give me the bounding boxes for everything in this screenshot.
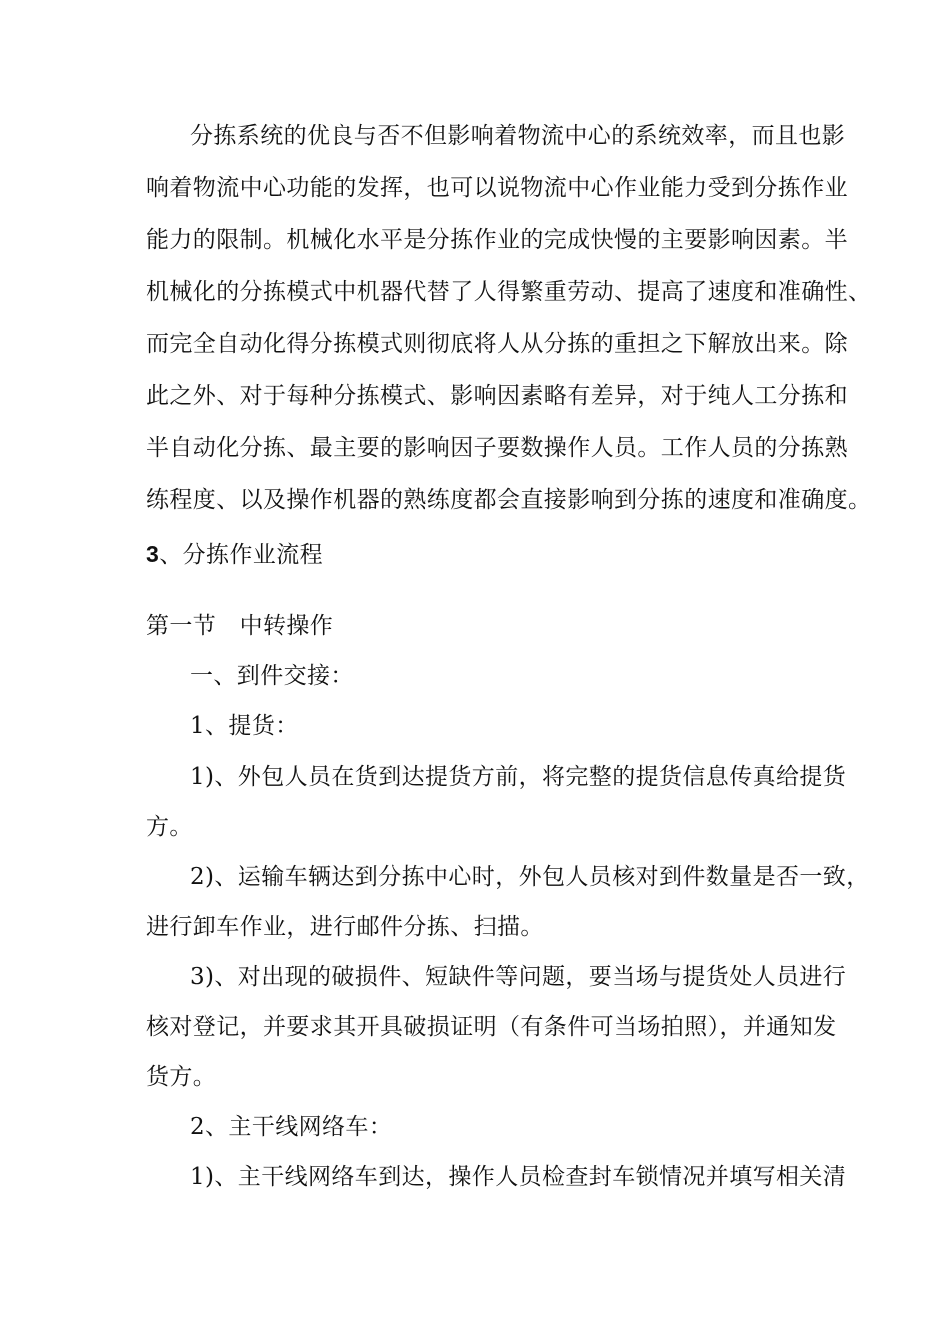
chapter-heading: 第一节 中转操作 [146, 613, 334, 639]
point-line: 核对登记，并要求其开具破损证明（有条件可当场拍照），并通知发 [146, 1014, 837, 1040]
point-line: 货方。 [146, 1064, 217, 1090]
point-line: 2)、运输车辆达到分拣中心时，外包人员核对到件数量是否一致， [190, 864, 870, 890]
paragraph-line: 半自动化分拣、最主要的影响因子要数操作人员。工作人员的分拣熟 [146, 435, 848, 461]
paragraph-line: 而完全自动化得分拣模式则彻底将人从分拣的重担之下解放出来。除 [146, 331, 848, 357]
section-number: 3 [146, 541, 160, 567]
point-line: 1)、外包人员在货到达提货方前，将完整的提货信息传真给提货 [190, 764, 847, 790]
section-title: 、分拣作业流程 [159, 542, 324, 568]
point-line: 进行卸车作业，进行邮件分拣、扫描。 [146, 914, 544, 940]
sub-heading: 1、提货： [190, 713, 299, 739]
section-heading [146, 539, 323, 570]
paragraph-line: 机械化的分拣模式中机器代替了人得繁重劳动、提高了速度和准确性、 [146, 279, 872, 305]
paragraph-line: 练程度、以及操作机器的熟练度都会直接影响到分拣的速度和准确度。 [146, 487, 872, 513]
paragraph-line: 分拣系统的优良与否不但影响着物流中心的系统效率，而且也影 [190, 123, 846, 149]
sub-heading: 2、主干线网络车： [190, 1114, 393, 1140]
point-line: 3)、对出现的破损件、短缺件等问题，要当场与提货处人员进行 [190, 964, 847, 990]
item-heading: 一、到件交接： [190, 663, 354, 689]
paragraph-line: 此之外、对于每种分拣模式、影响因素略有差异，对于纯人工分拣和 [146, 383, 848, 409]
point-line: 1)、主干线网络车到达，操作人员检查封车锁情况并填写相关清 [190, 1164, 847, 1190]
point-line: 方。 [146, 814, 193, 840]
paragraph-line: 响着物流中心功能的发挥，也可以说物流中心作业能力受到分拣作业 [146, 175, 848, 201]
paragraph-line: 能力的限制。机械化水平是分拣作业的完成快慢的主要影响因素。半 [146, 227, 848, 253]
